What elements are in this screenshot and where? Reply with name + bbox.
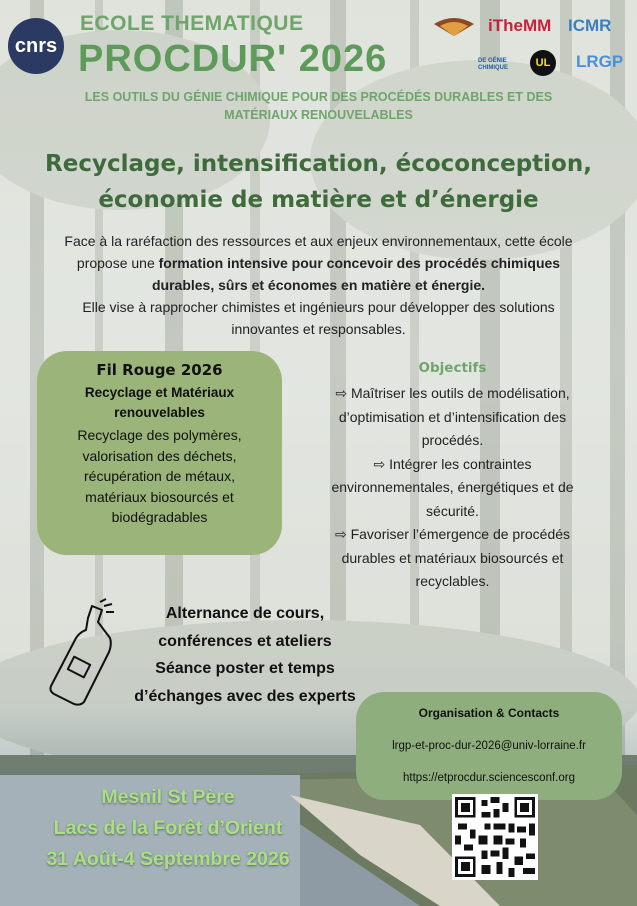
subtitle-line: LES OUTILS DU GÉNIE CHIMIQUE POUR DES PROCÉDÉS DURABLES ET DES	[84, 90, 553, 104]
icmr-logo: ICMR	[568, 16, 612, 35]
fil-rouge-body-line: valorisation des déchets,	[82, 447, 237, 464]
partner-logos	[430, 8, 630, 88]
lrgp-logo: LRGP	[576, 52, 624, 71]
school-label: ECOLE THEMATIQUE	[80, 12, 304, 35]
fil-rouge-subtitle-line: Recyclage et Matériaux	[84, 385, 235, 400]
main-title-line: Recyclage, intensification, écoconception,	[45, 151, 592, 177]
fil-rouge-body-line: Recyclage des polymères,	[77, 427, 242, 443]
intro-line: Elle vise à rapprocher chimistes et ingénieurs pour développer des solutions	[82, 299, 555, 315]
events-line: conférences et ateliers	[158, 632, 332, 650]
objectif-line: d’optimisation et d’intensification des	[338, 408, 567, 425]
subtitle	[20, 88, 617, 124]
intro-bold-text: formation intensive pour concevoir des procédés chimiques	[158, 255, 561, 271]
venue-dates: 31 Août-4 Septembre 2026	[46, 848, 290, 870]
intro-line: Face à la raréfaction des ressources et aux enjeux environnementaux, cette école	[64, 233, 573, 249]
events-line: Séance poster et temps	[155, 660, 335, 677]
intro-bold-text: durables, sûrs et économes en matière et énergie.	[151, 277, 486, 293]
fil-rouge-body-line: biodégradables	[111, 509, 208, 525]
contact-website-link[interactable]: https://etprocdur.sciencesconf.org	[403, 772, 575, 784]
lgc-logo: DE GÉNIE CHIMIQUE	[478, 58, 508, 71]
ul-logo-text: UL	[535, 57, 551, 69]
school-name: PROCDUR' 2026	[78, 38, 388, 80]
contact-email-link[interactable]: lrgp-et-proc-dur-2026@univ-lorraine.fr	[392, 740, 586, 752]
events-line: d’échanges avec des experts	[134, 687, 356, 705]
objectif-line: procédés.	[421, 432, 484, 448]
main-title	[10, 146, 627, 218]
fil-rouge-subtitle-line: renouvelables	[114, 405, 205, 420]
intro-line	[26, 252, 611, 274]
fil-rouge-subtitle	[37, 383, 282, 423]
objectif-line: durables et matériaux biosourcés et	[341, 549, 564, 566]
qr-code-icon[interactable]	[452, 794, 538, 880]
objectif-line: recyclables.	[415, 573, 490, 589]
venue-info	[18, 782, 318, 875]
events-line: Alternance de cours,	[165, 605, 325, 622]
objectif-line: ⇨ Intégrer les contraintes	[373, 455, 532, 472]
main-title-line: économie de matière et d’énergie	[98, 187, 539, 213]
intro-line: innovantes et responsables.	[231, 321, 406, 337]
intro-line	[26, 274, 611, 296]
fan-logo-icon	[432, 16, 476, 38]
fil-rouge-title: Fil Rouge 2026	[96, 361, 223, 379]
objectif-line: sécurité.	[426, 502, 479, 519]
contact-box	[356, 692, 622, 800]
cnrs-logo: cnrs	[8, 18, 64, 74]
objectifs-title: Objectifs	[418, 360, 487, 376]
events-text	[100, 600, 390, 710]
intro-paragraph	[26, 230, 611, 340]
subtitle-line: MATÉRIAUX RENOUVELABLES	[224, 108, 413, 122]
objectifs-list	[300, 382, 605, 594]
fil-rouge-box	[37, 351, 282, 555]
themm-logo: iTheMM	[488, 16, 552, 35]
intro-text: propose une	[76, 255, 159, 271]
fil-rouge-body	[37, 425, 282, 528]
venue-line: Lacs de la Forêt d’Orient	[53, 817, 283, 839]
contact-title: Organisation & Contacts	[418, 706, 560, 720]
fil-rouge-body-line: matériaux biosourcés et	[85, 488, 234, 505]
fil-rouge-body-line: récupération de métaux,	[84, 468, 235, 484]
objectif-line: ⇨ Favoriser l’émergence de procédés	[334, 526, 571, 542]
objectif-line: environnementales, énergétiques et de	[331, 479, 574, 495]
ul-logo	[530, 50, 556, 76]
objectif-line: ⇨ Maîtriser les outils de modélisation,	[335, 385, 570, 401]
venue-line: Mesnil St Père	[101, 786, 235, 808]
